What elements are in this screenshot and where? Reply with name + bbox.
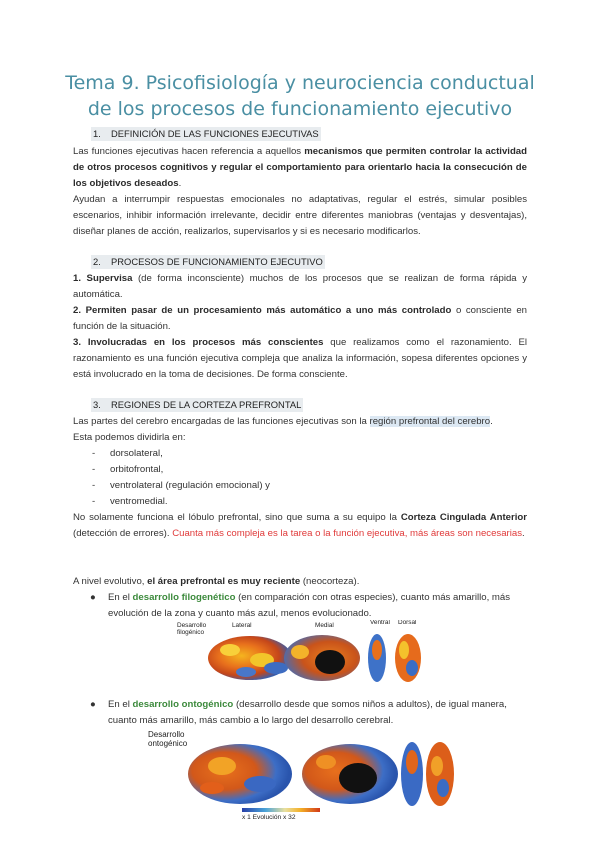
section-2-title: PROCESOS DE FUNCIONAMIENTO EJECUTIVO: [111, 256, 323, 267]
bullet-icon: ●: [90, 592, 96, 603]
s1-p1-end: .: [178, 178, 182, 190]
fig1-medial: Medial: [315, 622, 334, 629]
s1-p1-bold: mecanismos que permiten controlar la actividad de otros procesos cognitivos y regular el comportamiento para orientarlo hacia la consecución de los objetivos deseados: [73, 146, 527, 190]
fig1-label-1: Desarrollo: [177, 622, 207, 629]
b2-text: En el: [108, 699, 133, 710]
list-item: [92, 446, 163, 462]
s3-p3-end: (neocorteza).: [300, 576, 360, 587]
s1-p1-text: Las funciones ejecutivas hacen referencia a aquellos: [73, 146, 305, 157]
brain-ventral-image: [368, 634, 386, 682]
section-3-heading: [91, 398, 303, 412]
s3-paragraph-1: [73, 414, 527, 446]
s3-p2-red: Cuanta más compleja es la tarea o la función ejecutiva, más áreas son necesarias: [172, 528, 523, 540]
page-title: Tema 9. Psicofisiología y neurociencia conductual de los procesos de funcionamiento ejecutivo: [65, 72, 535, 120]
s3-p1-highlight: región prefrontal del cerebro: [369, 416, 491, 427]
s2-item-2-text: o consciente en función de la situación.: [73, 305, 527, 333]
list-item-text: ventrolateral (regulación emocional) y: [110, 480, 270, 491]
s2-item-1-bold: 1. Supervisa: [73, 273, 133, 284]
brain-onto-dorsal-image: [426, 742, 454, 806]
evolution-color-scale: [242, 808, 320, 812]
s3-paragraph-2: [73, 510, 527, 542]
fig1-dorsal: Dorsal: [398, 620, 417, 626]
b1-green: desarrollo filogenético: [132, 592, 236, 603]
s2-item-3-bold: 3. Involucradas en los procesos más conscientes: [73, 337, 324, 348]
brain-dorsal-image: [395, 634, 421, 682]
section-3-number: 3.: [93, 399, 101, 410]
s1-paragraph-2: Ayudan a interrumpir respuestas emocionales no adaptativas, regular el estrés, simular posibles escenarios, inhibir información irrelevante, decidir entre diferentes maniobras (ventajas y desventajas), diseñar planes de acción, realizarlos, supervisarlos y si es necesario modificarlos.: [73, 194, 527, 238]
figure-ontogenico: [142, 728, 458, 830]
list-item-text: orbitofrontal,: [110, 464, 164, 475]
list-item-text: dorsolateral,: [110, 448, 163, 459]
figure-filogenetico: [170, 620, 428, 686]
list-item: [92, 494, 168, 510]
dash-marker: -: [92, 480, 96, 491]
s3-p2-end: .: [522, 528, 525, 540]
bullet-item-filogenetico: [90, 590, 528, 622]
s2-item-2: [73, 303, 527, 335]
section-2-heading: [91, 255, 325, 269]
brain-medial-image: [284, 635, 360, 681]
list-item: [92, 462, 163, 478]
dash-marker: -: [92, 464, 96, 475]
s3-p3-bold: el área prefrontal es muy reciente: [147, 576, 301, 587]
list-item: [92, 478, 270, 494]
section-3-title: REGIONES DE LA CORTEZA PREFRONTAL: [111, 399, 302, 410]
s3-p3-text: A nivel evolutivo,: [73, 576, 148, 587]
fig1-label-2: filogénico: [177, 629, 205, 636]
section-1-heading: [91, 127, 321, 141]
s3-p1-text: Las partes del cerebro encargadas de las funciones ejecutivas son la: [73, 416, 370, 427]
dash-marker: -: [92, 448, 96, 459]
b2-green: desarrollo ontogénico: [132, 699, 234, 710]
fig1-brain-images: [170, 620, 428, 686]
section-2-number: 2.: [93, 256, 101, 267]
s2-item-1-text: (de forma inconsciente) muchos de los procesos que se realizan de forma rápida y automática.: [73, 273, 527, 301]
s2-item-1: [73, 271, 527, 303]
fig2-label-1: Desarrollo: [148, 730, 185, 739]
s2-item-3: [73, 335, 527, 384]
dash-marker: -: [92, 496, 96, 507]
s3-p2-text: No solamente funciona el lóbulo prefrontal, sino que suma a su equipo la: [73, 512, 401, 523]
brain-onto-ventral-image: [401, 742, 423, 806]
brain-onto-lateral-image: [188, 744, 292, 804]
s3-p2-text-2: (detección de errores).: [73, 528, 173, 540]
brain-lateral-image: [208, 636, 292, 680]
fig1-ventral: Ventral: [370, 620, 390, 626]
s1-paragraph-1: [73, 144, 527, 193]
fig2-brain-images: [142, 728, 458, 830]
bullet-item-ontogenico: [90, 697, 528, 729]
fig2-scale-label: x 1 Evolución x 32: [242, 814, 296, 821]
fig2-label-2: ontogénico: [148, 739, 188, 748]
s2-item-2-bold: 2. Permiten pasar de un procesamiento más automático a uno más controlado: [73, 305, 452, 316]
list-item-text: ventromedial.: [110, 496, 168, 507]
s3-p2-bold: Corteza Cingulada Anterior: [400, 512, 528, 523]
fig1-lateral: Lateral: [232, 622, 252, 629]
b1-text-2: (en comparación con otras especies), cuanto más amarillo, más evolución de la zona y cuanto más azul, menos evolucionado.: [108, 592, 511, 619]
section-1-title: DEFINICIÓN DE LAS FUNCIONES EJECUTIVAS: [111, 128, 319, 139]
b2-text-2: (desarrollo desde que somos niños a adultos), de igual manera, cuanto más amarillo, más cambio a lo largo del desarrollo cerebral.: [108, 699, 507, 726]
bullet-icon: ●: [90, 699, 96, 710]
brain-onto-medial-image: [302, 744, 398, 804]
s3-p1-second-line: Esta podemos dividirla en:: [73, 432, 186, 444]
s2-item-3-text: que realizamos como el razonamiento. El razonamiento es una función ejecutiva compleja que analiza la información, sopesa diferentes opciones y está involucrado en la toma de decisiones. De forma consciente.: [73, 337, 527, 381]
section-1-number: 1.: [93, 128, 101, 139]
s3-paragraph-3: [73, 574, 527, 590]
s3-p1-end: .: [490, 416, 493, 427]
b1-text: En el: [108, 592, 133, 603]
